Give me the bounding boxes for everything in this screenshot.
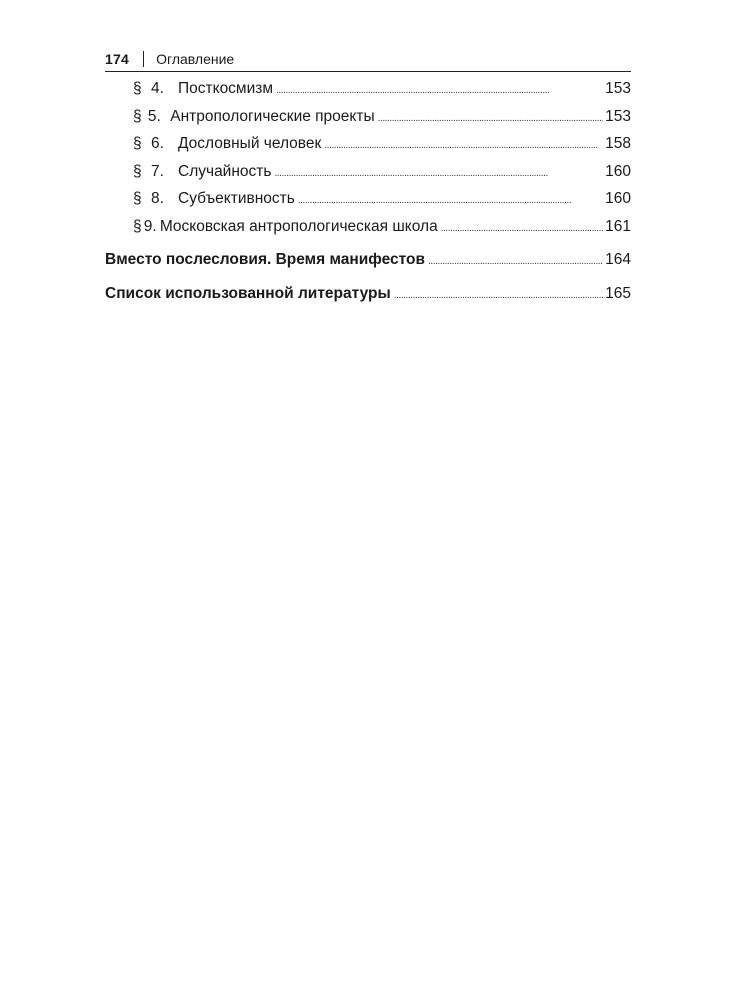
section-sign: §	[133, 190, 142, 207]
toc-entry-5[interactable]	[105, 104, 631, 132]
section-sign: §	[133, 217, 142, 235]
entry-page: 158	[605, 135, 631, 152]
toc-chapter-bibliography[interactable]	[105, 281, 631, 309]
entry-number: 7.	[151, 162, 164, 180]
toc-chapter-afterword[interactable]	[105, 247, 631, 275]
entry-number: 4.	[151, 80, 164, 97]
entry-page: 153	[605, 80, 631, 97]
entry-title: Московская антропологическая школа	[159, 217, 438, 235]
entry-page: 160	[605, 190, 631, 207]
toc-entry-4[interactable]	[105, 76, 631, 104]
toc-entry-9[interactable]	[105, 214, 631, 242]
entry-title: Случайность	[178, 162, 272, 180]
dot-leader	[298, 188, 603, 214]
section-sign: §	[133, 107, 142, 125]
dot-leader	[378, 106, 604, 132]
entry-title: Посткосмизм	[178, 80, 274, 97]
entry-page: 153	[605, 107, 631, 125]
dot-leader	[324, 133, 603, 159]
dot-leader	[276, 78, 603, 104]
toc-entry-6[interactable]	[105, 131, 631, 159]
section-sign: §	[133, 162, 142, 180]
dot-leader	[274, 161, 603, 187]
dot-leader	[394, 283, 603, 309]
chapter-page: 164	[605, 251, 631, 268]
chapter-page: 165	[605, 284, 631, 302]
section-sign: §	[133, 135, 142, 152]
page-number: 174	[105, 51, 129, 67]
entry-number: 6.	[151, 135, 164, 152]
entry-number: 8.	[151, 190, 164, 207]
entry-number: 5.	[147, 107, 161, 125]
table-of-contents	[105, 76, 631, 308]
chapter-title: Список использованной литературы	[105, 284, 391, 302]
entry-page: 161	[605, 217, 631, 235]
section-sign: §	[133, 80, 142, 97]
entry-title: Антропологические проекты	[170, 107, 375, 125]
entry-title: Дословный человек	[178, 135, 322, 152]
toc-entry-8[interactable]	[105, 186, 631, 214]
chapter-title: Вместо послесловия. Время манифестов	[105, 251, 426, 268]
entry-title: Субъективность	[178, 190, 295, 207]
running-header	[105, 47, 631, 72]
entry-page: 160	[605, 162, 631, 180]
header-separator	[143, 51, 144, 67]
dot-leader	[428, 249, 603, 275]
header-section-title: Оглавление	[156, 51, 235, 67]
entry-number: 9.	[143, 217, 157, 235]
dot-leader	[441, 216, 603, 242]
toc-entry-7[interactable]	[105, 159, 631, 187]
